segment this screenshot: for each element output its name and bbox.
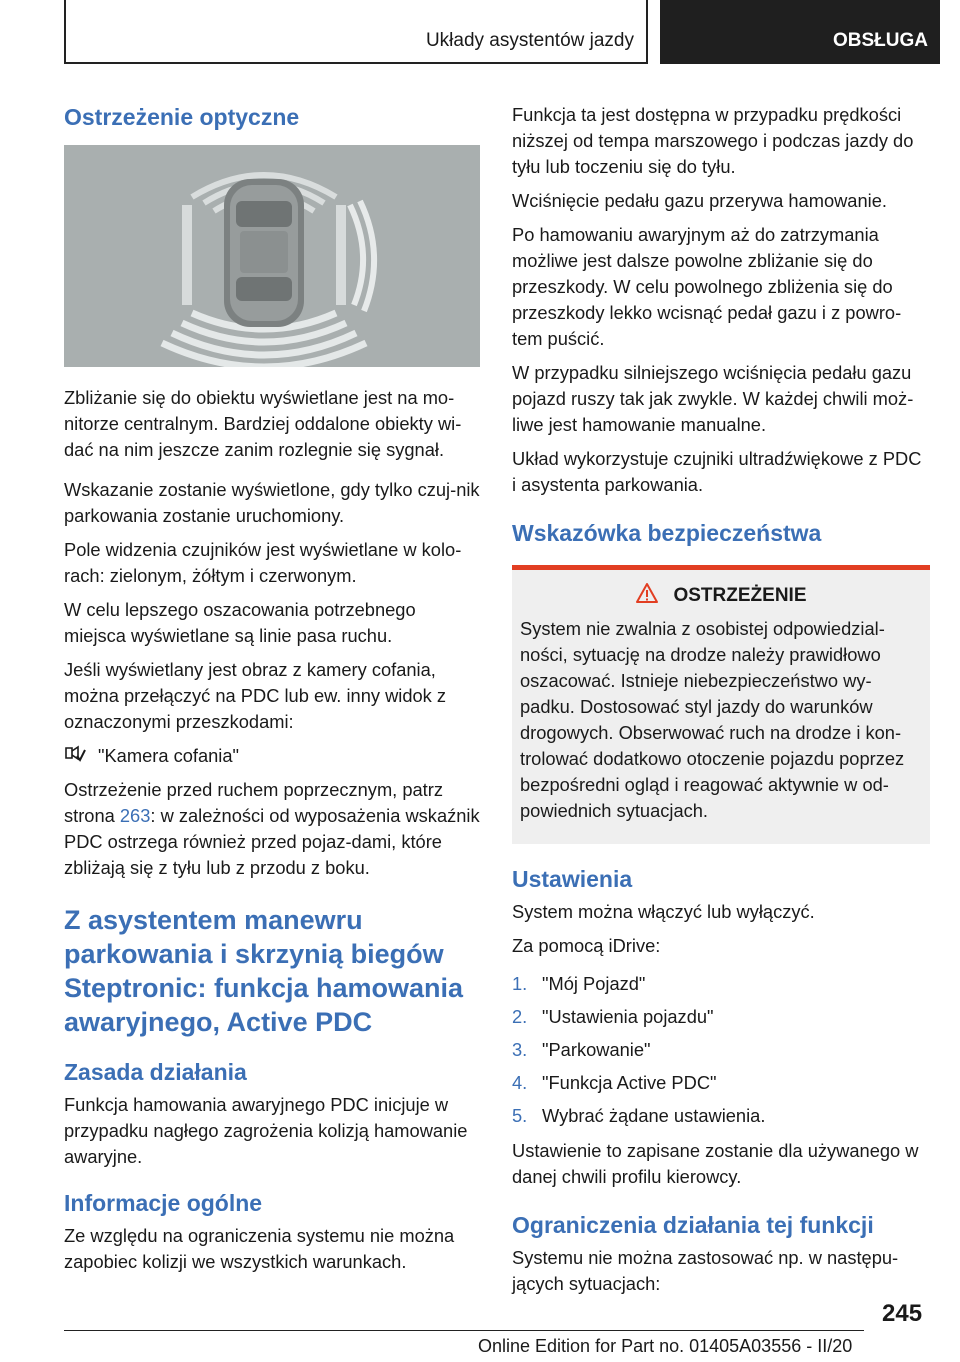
pdc-car-illustration [64,145,480,367]
page-link[interactable]: 263 [119,805,151,826]
paragraph: Funkcja ta jest dostępna w przypadku prędkości niższej od tempa marszowego i podczas jazdy do tyłu lub toczeniu się do tyłu. [512,104,914,177]
paragraph: W przypadku silniejszego wciśnięcia pedału gazu pojazd ruszy tak jak zwykle. W każdej chwili moż-liwe jest hamowanie manualne. [512,362,914,435]
header-section-title: Układy asystentów jazdy [425,30,634,51]
list-item [512,1037,930,1063]
left-column [64,104,482,1275]
text-fragment: : w zależności od wyposażenia wskaźnik PDC ostrzega również przed pojaz-dami, które zbliżają się z tyłu lub z przodu z boku. [64,805,480,878]
paragraph: Wskazanie zostanie wyświetlone, gdy tylko czuj-nik parkowania zostanie uruchomiony. [64,479,480,526]
list-number: 5. [512,1105,528,1126]
warning-text: System nie zwalnia z osobistej odpowiedzial-ności, sytuację na drodze należy prawidłowo oszacować. Istnieje niebezpieczeństwo wy-padku. Dostosować styl jazdy do warunków drogowych. Obserwować ruch na drodze i kon-trolować dodatkowo otoczenie pojazdu poprzez bezpośredni ogląd i reagować aktywnie w od-powiednich sytuacjach. [520,618,905,821]
heading-optical-warning: Ostrzeżenie optyczne [64,104,300,130]
right-column [512,102,930,1297]
header-chapter-title: OBSŁUGA [833,30,928,51]
heading-emergency-braking: Z asystentem manewru parkowania i skrzynią biegów Steptronic: funkcja hamowania awaryjnego, Active PDC [64,905,464,1037]
page-number: 245 [882,1300,923,1327]
paragraph: W celu lepszego oszacowania potrzebnego miejsca wyświetlane są linie pasa ruchu. [64,599,416,646]
paragraph: Układ wykorzystuje czujniki ultradźwiękowe z PDC i asystenta parkowania. [512,448,922,495]
warning-header [520,582,922,610]
settings-steps-list [512,971,930,1129]
paragraph: Jeśli wyświetlany jest obraz z kamery cofania, można przełączyć na PDC lub ew. inny widok z oznaczonymi przeszkodami: [64,659,447,732]
paragraph: Ze względu na ograniczenia systemu nie można zapobiec kolizji we wszystkich warunkach. [64,1225,455,1272]
list-text: "Ustawienia pojazdu" [542,1006,714,1027]
warning-triangle-icon [635,582,659,610]
paragraph: Zbliżanie się do obiektu wyświetlane jest na mo-nitorze centralnym. Bardziej oddalone obiekty wi-dać na nim jeszcze zanim rozlegnie się sygnał. [64,387,462,460]
header-section-box [64,0,648,64]
pdc-display-figure [64,145,480,367]
paragraph: Za pomocą iDrive: [512,935,661,956]
heading-principle: Zasada działania [64,1059,247,1085]
paragraph: System można włączyć lub wyłączyć. [512,901,815,922]
paragraph: Wciśnięcie pedału gazu przerywa hamowanie. [512,190,887,211]
list-number: 2. [512,1006,528,1027]
heading-safety-note: Wskazówka bezpieczeństwa [512,520,822,546]
list-number: 4. [512,1072,528,1093]
list-text: Wybrać żądane ustawienia. [542,1105,766,1126]
camera-menu-item [64,743,482,769]
paragraph-cross-traffic [64,777,482,881]
paragraph: Systemu nie można zastosować np. w następu-jących sytuacjach: [512,1247,899,1294]
list-number: 3. [512,1039,528,1060]
warning-box [512,565,930,844]
list-text: "Mój Pojazd" [542,973,646,994]
list-item [512,1103,930,1129]
heading-limits: Ograniczenia działania tej funkcji [512,1212,874,1238]
camera-menu-label: "Kamera cofania" [98,745,240,766]
rear-camera-icon [64,743,98,769]
heading-settings: Ustawienia [512,866,633,892]
header-chapter-box [660,0,940,64]
list-item [512,1070,930,1096]
list-item [512,1004,930,1030]
text-fragment: Ostrzeżenie przed ruchem poprzecznym, patrz strona [64,779,443,826]
paragraph: Pole widzenia czujników jest wyświetlane w kolo-rach: zielonym, żółtym i czerwonym. [64,539,462,586]
footer-divider [64,1330,864,1331]
list-text: "Funkcja Active PDC" [542,1072,717,1093]
footer-edition: Online Edition for Part no. 01405A03556 - II/20 [478,1336,853,1356]
list-number: 1. [512,973,528,994]
paragraph: Funkcja hamowania awaryjnego PDC inicjuje w przypadku nagłego zagrożenia kolizją hamowanie awaryjne. [64,1094,468,1167]
heading-general-info: Informacje ogólne [64,1190,263,1216]
warning-title: OSTRZEŻENIE [673,585,807,606]
list-text: "Parkowanie" [542,1039,651,1060]
list-item [512,971,930,997]
paragraph: Po hamowaniu awaryjnym aż do zatrzymania możliwe jest dalsze powolne zbliżanie się do przeszkody. W celu powolnego zbliżenia się do przeszkody lekko wcisnąć pedał gazu i z powro-tem puścić. [512,224,902,349]
paragraph: Ustawienie to zapisane zostanie dla używanego w danej chwili profilu kierowcy. [512,1140,919,1187]
